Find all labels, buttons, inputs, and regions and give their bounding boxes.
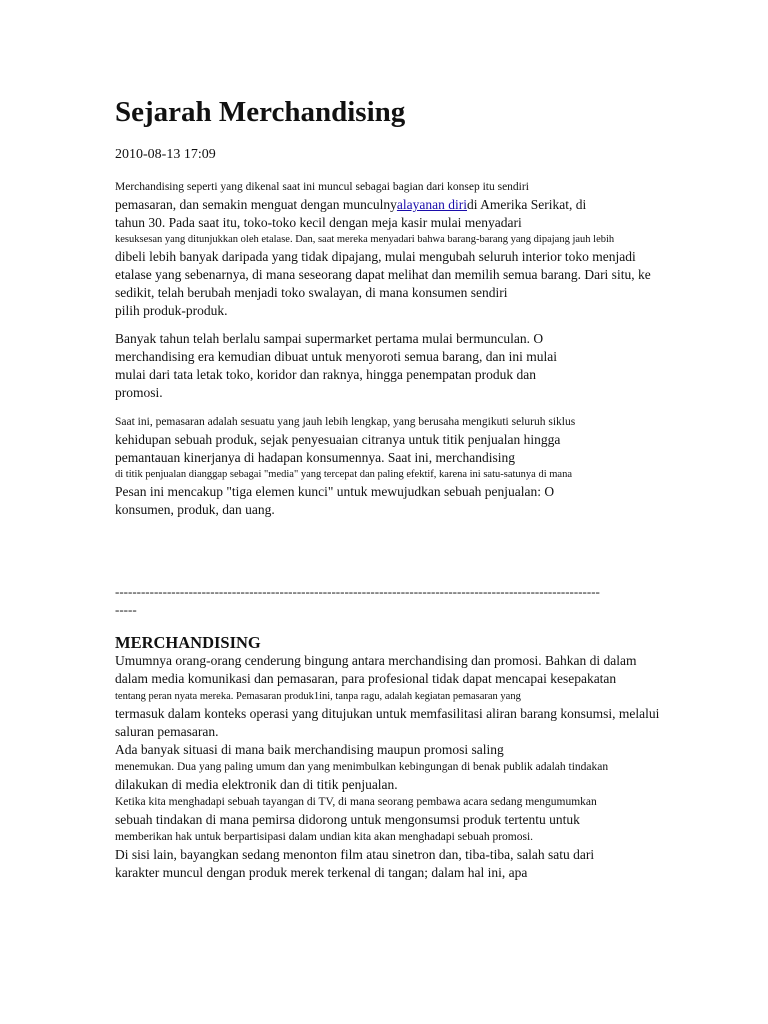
- text-line: kesuksesan yang ditunjukkan oleh etalase. Dan, saat mereka menyadari bahwa barang-barang yang dipajang jauh lebih: [115, 234, 615, 245]
- text-line: termasuk dalam konteks operasi yang ditujukan untuk memfasilitasi aliran barang konsumsi, melalui: [115, 706, 660, 721]
- text-line: tahun 30. Pada saat itu, toko-toko kecil dengan meja kasir mulai menyadari: [115, 215, 522, 230]
- text-line: Umumnya orang-orang cenderung bingung antara merchandising dan promosi. Bahkan di dalam: [115, 653, 637, 668]
- text-line: memberikan hak untuk berpartisipasi dalam undian kita akan menghadapi sebuah promosi.: [115, 831, 534, 843]
- separator-line: -----: [115, 602, 137, 617]
- paragraph-history-intro: [115, 179, 715, 320]
- text-line: dibeli lebih banyak daripada yang tidak dipajang, mulai mengubah seluruh interior toko menjadi: [115, 249, 636, 264]
- paragraph-supermarket: [115, 330, 715, 402]
- separator-line: ----------------------------------------------------------------------------------------------------------------: [115, 584, 600, 599]
- text-line: [115, 196, 715, 214]
- text-line: Ketika kita menghadapi sebuah tayangan di TV, di mana seorang pembawa acara sedang mengumumkan: [115, 796, 597, 808]
- post-date: 2010-08-13 17:09: [115, 147, 216, 162]
- text-line: Saat ini, pemasaran adalah sesuatu yang jauh lebih lengkap, yang berusaha mengikuti seluruh siklus: [115, 416, 576, 428]
- text-line: sedikit, telah berubah menjadi toko swalayan, di mana konsumen sendiri: [115, 285, 508, 300]
- dashed-separator: [115, 583, 600, 619]
- text-line: Merchandising seperti yang dikenal saat ini muncul sebagai bagian dari konsep itu sendiri: [115, 181, 529, 193]
- paragraph-modern-marketing: [115, 414, 715, 519]
- page-title: Sejarah Merchandising: [115, 96, 406, 128]
- text-line: Di sisi lain, bayangkan sedang menonton film atau sinetron dan, tiba-tiba, salah satu dari: [115, 847, 595, 862]
- text-line: Pesan ini mencakup "tiga elemen kunci" untuk mewujudkan sebuah penjualan: O: [115, 484, 555, 499]
- text-line: sebuah tindakan di mana pemirsa didorong untuk mengonsumsi produk tertentu untuk: [115, 812, 580, 827]
- paragraph-merchandising: [115, 652, 715, 882]
- text-fragment: di Amerika Serikat, di: [467, 197, 587, 212]
- text-line: tentang peran nyata mereka. Pemasaran produk1ini, tanpa ragu, adalah kegiatan pemasaran yang: [115, 691, 521, 702]
- text-line: merchandising era kemudian dibuat untuk menyoroti semua barang, dan ini mulai: [115, 349, 558, 364]
- text-line: Ada banyak situasi di mana baik merchandising maupun promosi saling: [115, 742, 504, 757]
- text-line: di titik penjualan dianggap sebagai "media" yang tercepat dan paling efektif, karena ini satu-satunya di mana: [115, 469, 572, 480]
- text-line: promosi.: [115, 385, 163, 400]
- text-line: etalase yang sebenarnya, di mana seseorang dapat melihat dan memilih semua barang. Dari situ, ke: [115, 267, 651, 282]
- text-line: Banyak tahun telah berlalu sampai supermarket pertama mulai bermunculan. O: [115, 331, 544, 346]
- text-line: konsumen, produk, dan uang.: [115, 502, 275, 517]
- text-line: kehidupan sebuah produk, sejak penyesuaian citranya untuk titik penjualan hingga: [115, 432, 561, 447]
- section-heading: MERCHANDISING: [115, 633, 261, 652]
- text-line: pilih produk-produk.: [115, 303, 228, 318]
- text-line: karakter muncul dengan produk merek terkenal di tangan; dalam hal ini, apa: [115, 865, 528, 880]
- text-line: dalam media komunikasi dan pemasaran, para profesional tidak dapat mencapai kesepakatan: [115, 671, 617, 686]
- text-line: pemantauan kinerjanya di hadapan konsumennya. Saat ini, merchandising: [115, 450, 516, 465]
- text-line: menemukan. Dua yang paling umum dan yang menimbulkan kebingungan di benak publik adalah tindakan: [115, 761, 609, 773]
- text-line: saluran pemasaran.: [115, 724, 219, 739]
- text-fragment: pemasaran, dan semakin menguat dengan munculny: [115, 197, 397, 212]
- text-line: dilakukan di media elektronik dan di titik penjualan.: [115, 777, 398, 792]
- text-line: mulai dari tata letak toko, koridor dan raknya, hingga penempatan produk dan: [115, 367, 536, 382]
- self-service-link[interactable]: alayanan diri: [396, 197, 468, 212]
